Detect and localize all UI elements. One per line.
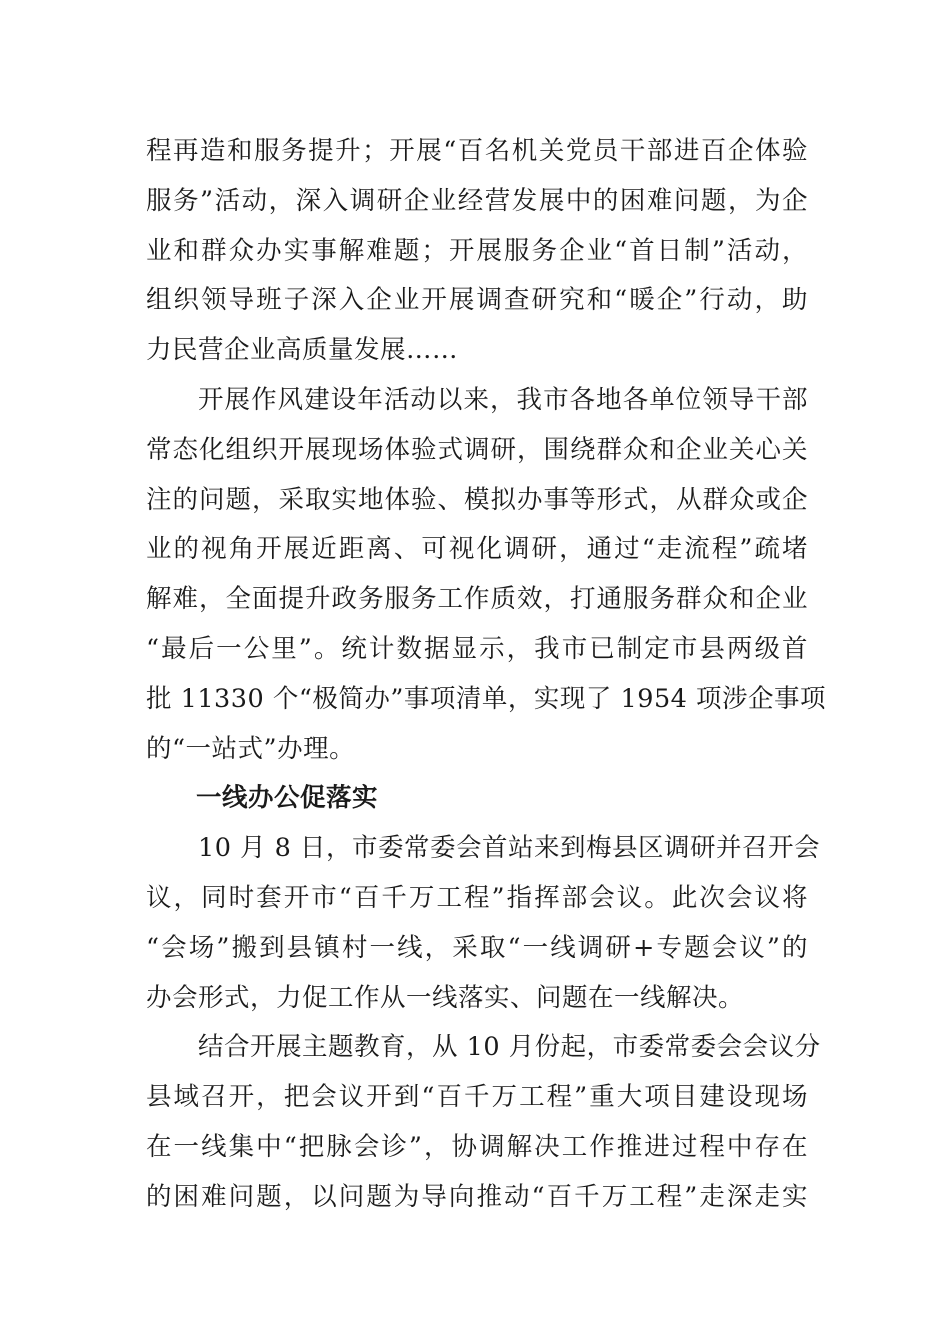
paragraph-line: 的困难问题，以问题为导向推动“百千万工程”走深走实: [146, 1181, 808, 1212]
paragraph-line: 组织领导班子深入企业开展调查研究和“暖企”行动，助: [146, 285, 808, 316]
paragraph-line: 注的问题，采取实地体验、模拟办事等形式，从群众或企: [146, 484, 808, 515]
paragraph-line: 解难，全面提升政务服务工作质效，打通服务群众和企业: [146, 584, 808, 615]
paragraph-line: 的“一站式”办理。: [146, 733, 356, 764]
paragraph-line: 服务”活动，深入调研企业经营发展中的困难问题，为企: [146, 185, 808, 216]
paragraph-line: 在一线集中“把脉会诊”，协调解决工作推进过程中存在: [146, 1131, 808, 1162]
paragraph-line: 开展作风建设年活动以来，我市各地各单位领导干部: [198, 384, 808, 415]
paragraph-line: 办会形式，力促工作从一线落实、问题在一线解决。: [146, 982, 745, 1013]
paragraph-line: “会场”搬到县镇村一线，采取“一线调研+专题会议”的: [146, 932, 808, 963]
paragraph-line: 常态化组织开展现场体验式调研，围绕群众和企业关心关: [146, 434, 808, 465]
paragraph-line: 10 月 8 日，市委常委会首站来到梅县区调研并召开会: [198, 833, 820, 864]
paragraph-line: 结合开展主题教育，从 10 月份起，市委常委会会议分: [198, 1032, 821, 1063]
paragraph-line: 程再造和服务提升；开展“百名机关党员干部进百企体验: [146, 136, 808, 166]
paragraph-line: “最后一公里”。统计数据显示，我市已制定市县两级首: [146, 633, 808, 664]
section-heading: 一线办公促落实: [196, 783, 379, 814]
article-body: [146, 127, 827, 1223]
paragraph-line: 县域召开，把会议开到“百千万工程”重大项目建设现场: [146, 1082, 808, 1113]
paragraph-line: 业和群众办实事解难题；开展服务企业“首日制”活动，: [146, 235, 808, 266]
paragraph-line: 议，同时套开市“百千万工程”指挥部会议。此次会议将: [146, 882, 808, 913]
paragraph-line: 批 11330 个“极简办”事项清单，实现了 1954 项涉企事项: [146, 683, 827, 714]
paragraph-line: 力民营企业高质量发展……: [146, 335, 459, 366]
paragraph-line: 业的视角开展近距离、可视化调研，通过“走流程”疏堵: [146, 534, 808, 565]
